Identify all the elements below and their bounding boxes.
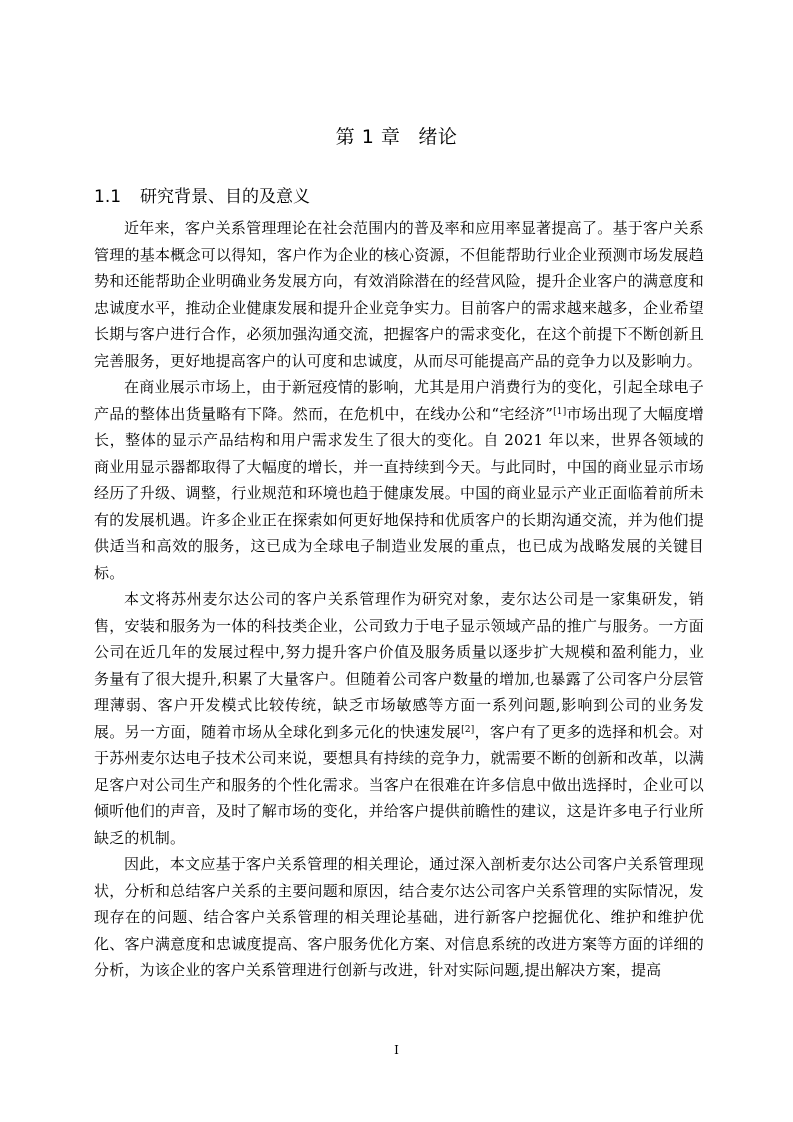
paragraph-2-text-before: 在商业展示市场上，由于新冠疫情的影响，尤其是用户消费行为的变化，引起全球电子产品的整体出货量略有下降。然而，在危机中，在线办公和“宅经济”	[94, 378, 704, 423]
paragraph-3-text-after: ，客户有了更多的选择和机会。对于苏州麦尔达电子技术公司来说，要想具有持续的竞争力，就需要不断的创新和改革，以满足客户对公司生产和服务的个性化需求。当客户在很难在许多信息中做出选择时，企业可以倾听他们的声音，及时了解市场的变化，并给客户提供前瞻性的建议，这是许多电子行业所缺乏的机制。	[94, 722, 704, 847]
citation-ref-2: [2]	[461, 724, 475, 735]
citation-ref-1: [1]	[553, 406, 567, 417]
paragraph-1: 近年来，客户关系管理理论在社会范围内的普及率和应用率显著提高了。基于客户关系管理的基本概念可以得知，客户作为企业的核心资源，不但能帮助行业企业预测市场发展趋势和还能帮助企业明确业务发展方向，有效消除潜在的经营风险，提升企业客户的满意度和忠诚度水平，推动企业健康发展和提升企业竞争实力。目前客户的需求越来越多，企业希望长期与客户进行合作，必须加强沟通交流，把握客户的需求变化，在这个前提下不断创新且完善服务，更好地提高客户的认可度和忠诚度，从而尽可能提高产品的竞争力以及影响力。	[94, 219, 704, 370]
page-number: I	[394, 1043, 399, 1057]
paragraph-2-text-after: 市场出现了大幅度增长，整体的显示产品结构和用户需求发生了很大的变化。自 2021 年以来，世界各领域的商业用显示器都取得了大幅度的增长，并一直持续到今天。与此同时，中国的商业显示市场经历了升级、调整，行业规范和环境也趋于健康发展。中国的商业显示产业正面临着前所未有的发展机遇。许多企业正在探索如何更好地保持和优质客户的长期沟通交流，并为他们提供适当和高效的服务，这已成为全球电子制造业发展的重点，也已成为战略发展的关键目标。	[94, 404, 704, 582]
section-name: 研究背景、目的及意义	[140, 187, 310, 207]
paragraph-3	[94, 586, 704, 851]
chapter-label: 第 1 章	[335, 126, 401, 148]
paragraph-2	[94, 374, 704, 586]
chapter-name: 绪论	[418, 126, 458, 148]
paragraph-3-text-before: 本文将苏州麦尔达公司的客户关系管理作为研究对象，麦尔达公司是一家集研发，销售，安装和服务为一体的科技类企业，公司致力于电子显示领域产品的推广与服务。一方面公司在近几年的发展过程中,努力提升客户价值及服务质量以逐步扩大规模和盈利能力，业务量有了很大提升,积累了大量客户。但随着公司客户数量的增加,也暴露了公司客户分层管理薄弱、客户开发模式比较传统，缺乏市场敏感等方面一系列问题,影响到公司的业务发展。另一方面，随着市场从全球化到多元化的快速发展	[94, 590, 704, 741]
section-title	[94, 182, 310, 207]
paragraph-4: 因此，本文应基于客户关系管理的相关理论，通过深入剖析麦尔达公司客户关系管理现状，分析和总结客户关系的主要问题和原因，结合麦尔达公司客户关系管理的实际情况，发现存在的问题、结合客户关系管理的相关理论基础，进行新客户挖掘优化、维护和维护优化、客户满意度和忠诚度提高、客户服务优化方案、对信息系统的改进方案等方面的详细的分析，为该企业的客户关系管理进行创新与改进，针对实际问题,提出解决方案，提高	[94, 855, 704, 979]
chapter-title	[0, 122, 793, 149]
section-number: 1.1	[94, 187, 122, 207]
body-text	[94, 215, 704, 984]
